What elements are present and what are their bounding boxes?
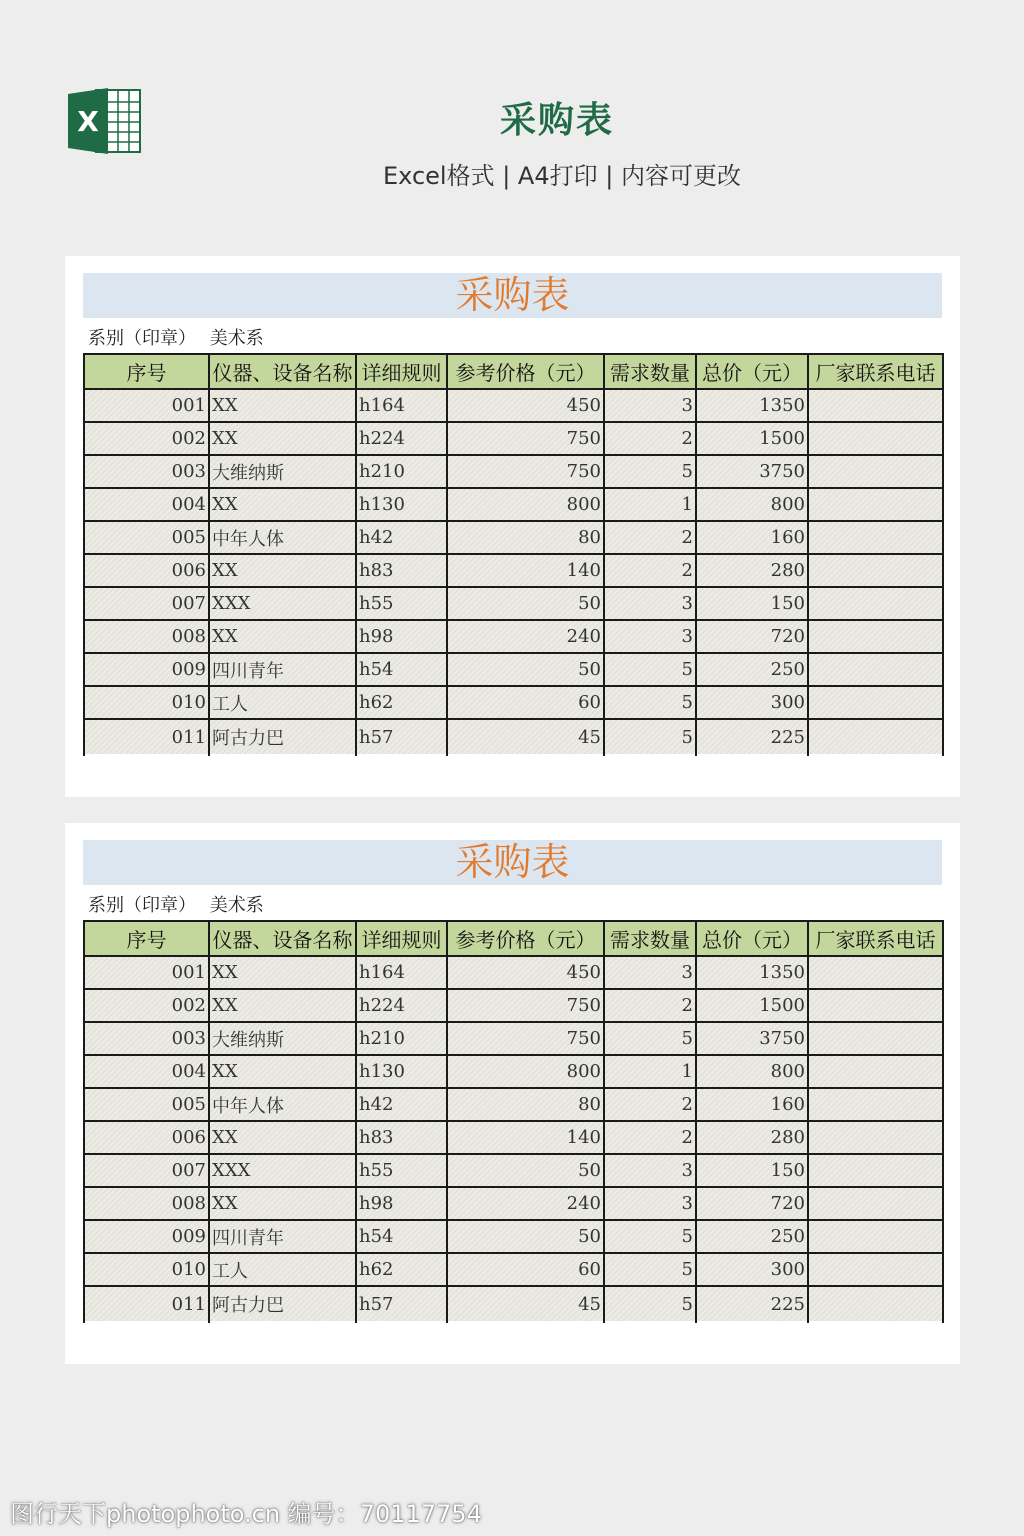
column-header-spec: 详细规则 [356, 354, 447, 389]
col-name-cell[interactable]: XXX [209, 587, 356, 620]
table-row [84, 389, 943, 422]
col-qty-cell[interactable]: 3 [604, 620, 696, 653]
col-ref-price-cell[interactable]: 80 [447, 1088, 604, 1121]
col-spec-cell[interactable]: h83 [356, 1121, 447, 1154]
header-row [84, 354, 943, 389]
col-seq-cell[interactable]: 009 [84, 653, 209, 686]
col-ref-price-cell[interactable]: 60 [447, 686, 604, 719]
col-total-cell[interactable]: 720 [696, 620, 808, 653]
col-total-cell[interactable]: 800 [696, 488, 808, 521]
col-spec-cell[interactable]: h164 [356, 956, 447, 989]
column-header-spec: 详细规则 [356, 921, 447, 956]
col-spec-cell[interactable]: h130 [356, 1055, 447, 1088]
col-ref-price-cell[interactable]: 750 [447, 455, 604, 488]
col-spec-cell[interactable]: h57 [356, 1286, 447, 1322]
col-name-cell[interactable]: 大维纳斯 [209, 1022, 356, 1055]
col-spec-cell[interactable]: h62 [356, 1253, 447, 1286]
col-seq-cell[interactable]: 003 [84, 455, 209, 488]
col-qty-cell[interactable]: 1 [604, 488, 696, 521]
col-ref-price-cell[interactable]: 50 [447, 587, 604, 620]
col-spec-cell[interactable]: h210 [356, 455, 447, 488]
col-phone-cell[interactable] [808, 956, 943, 989]
sheet-preview-1 [65, 256, 960, 797]
col-total-cell[interactable]: 1500 [696, 989, 808, 1022]
column-header-qty: 需求数量 [604, 354, 696, 389]
col-name-cell[interactable]: 四川青年 [209, 1220, 356, 1253]
col-spec-cell[interactable]: h42 [356, 1088, 447, 1121]
column-header-name: 仪器、设备名称 [209, 354, 356, 389]
col-spec-cell[interactable]: h42 [356, 521, 447, 554]
page-subtitle: Excel格式 | A4打印 | 内容可更改 [383, 162, 741, 190]
department-line [88, 891, 264, 917]
col-total-cell[interactable]: 1350 [696, 956, 808, 989]
col-name-cell[interactable]: 中年人体 [209, 1088, 356, 1121]
col-seq-cell[interactable]: 006 [84, 1121, 209, 1154]
table-row [84, 1055, 943, 1088]
col-seq-cell[interactable]: 003 [84, 1022, 209, 1055]
col-qty-cell[interactable]: 5 [604, 653, 696, 686]
table-row [84, 653, 943, 686]
col-spec-cell[interactable]: h54 [356, 653, 447, 686]
col-qty-cell[interactable]: 3 [604, 587, 696, 620]
col-seq-cell[interactable]: 001 [84, 389, 209, 422]
col-total-cell[interactable]: 150 [696, 587, 808, 620]
table-row [84, 956, 943, 989]
col-name-cell[interactable]: XX [209, 389, 356, 422]
col-phone-cell[interactable] [808, 389, 943, 422]
col-phone-cell[interactable] [808, 1088, 943, 1121]
col-name-cell[interactable]: XX [209, 554, 356, 587]
col-ref-price-cell[interactable]: 50 [447, 1154, 604, 1187]
col-spec-cell[interactable]: h130 [356, 488, 447, 521]
column-header-ref-price: 参考价格（元） [447, 921, 604, 956]
col-seq-cell[interactable]: 004 [84, 488, 209, 521]
col-qty-cell[interactable]: 5 [604, 1220, 696, 1253]
table-row [84, 620, 943, 653]
col-qty-cell[interactable]: 2 [604, 554, 696, 587]
col-total-cell[interactable]: 300 [696, 686, 808, 719]
purchase-table [83, 920, 944, 1323]
department-label: 系别（印章） [88, 895, 196, 916]
table-row [84, 1121, 943, 1154]
column-header-seq: 序号 [84, 921, 209, 956]
col-total-cell[interactable]: 300 [696, 1253, 808, 1286]
col-phone-cell[interactable] [808, 1220, 943, 1253]
col-spec-cell[interactable]: h57 [356, 719, 447, 755]
col-spec-cell[interactable]: h62 [356, 686, 447, 719]
table-row [84, 719, 943, 755]
col-ref-price-cell[interactable]: 800 [447, 1055, 604, 1088]
table-row [84, 422, 943, 455]
col-seq-cell[interactable]: 011 [84, 1286, 209, 1322]
col-seq-cell[interactable]: 008 [84, 620, 209, 653]
col-name-cell[interactable]: 阿古力巴 [209, 1286, 356, 1322]
purchase-table [83, 353, 944, 756]
col-total-cell[interactable]: 280 [696, 1121, 808, 1154]
col-total-cell[interactable]: 250 [696, 1220, 808, 1253]
column-header-qty: 需求数量 [604, 921, 696, 956]
col-total-cell[interactable]: 280 [696, 554, 808, 587]
col-name-cell[interactable]: 四川青年 [209, 653, 356, 686]
col-spec-cell[interactable]: h98 [356, 1187, 447, 1220]
col-spec-cell[interactable]: h224 [356, 989, 447, 1022]
col-spec-cell[interactable]: h210 [356, 1022, 447, 1055]
col-phone-cell[interactable] [808, 1121, 943, 1154]
col-ref-price-cell[interactable]: 450 [447, 956, 604, 989]
table-row [84, 587, 943, 620]
col-seq-cell[interactable]: 002 [84, 422, 209, 455]
col-phone-cell[interactable] [808, 1253, 943, 1286]
col-name-cell[interactable]: XX [209, 1121, 356, 1154]
col-seq-cell[interactable]: 004 [84, 1055, 209, 1088]
col-spec-cell[interactable]: h55 [356, 587, 447, 620]
col-seq-cell[interactable]: 009 [84, 1220, 209, 1253]
col-total-cell[interactable]: 720 [696, 1187, 808, 1220]
col-ref-price-cell[interactable]: 750 [447, 422, 604, 455]
col-total-cell[interactable]: 1350 [696, 389, 808, 422]
col-qty-cell[interactable]: 2 [604, 1088, 696, 1121]
table-row [84, 989, 943, 1022]
col-qty-cell[interactable]: 3 [604, 956, 696, 989]
col-seq-cell[interactable]: 010 [84, 1253, 209, 1286]
col-qty-cell[interactable]: 3 [604, 1187, 696, 1220]
table-row [84, 488, 943, 521]
column-header-phone: 厂家联系电话 [808, 354, 943, 389]
department-line [88, 324, 264, 350]
col-name-cell[interactable]: XX [209, 422, 356, 455]
col-name-cell[interactable]: 工人 [209, 1253, 356, 1286]
col-name-cell[interactable]: XX [209, 956, 356, 989]
col-seq-cell[interactable]: 008 [84, 1187, 209, 1220]
col-name-cell[interactable]: 工人 [209, 686, 356, 719]
col-spec-cell[interactable]: h164 [356, 389, 447, 422]
col-qty-cell[interactable]: 2 [604, 989, 696, 1022]
column-header-name: 仪器、设备名称 [209, 921, 356, 956]
col-ref-price-cell[interactable]: 45 [447, 719, 604, 755]
col-seq-cell[interactable]: 001 [84, 956, 209, 989]
col-spec-cell[interactable]: h224 [356, 422, 447, 455]
table-row [84, 521, 943, 554]
col-total-cell[interactable]: 160 [696, 1088, 808, 1121]
col-qty-cell[interactable]: 5 [604, 1253, 696, 1286]
col-ref-price-cell[interactable]: 750 [447, 989, 604, 1022]
col-phone-cell[interactable] [808, 1055, 943, 1088]
col-ref-price-cell[interactable]: 50 [447, 653, 604, 686]
column-header-total: 总价（元） [696, 354, 808, 389]
col-ref-price-cell[interactable]: 240 [447, 620, 604, 653]
column-header-total: 总价（元） [696, 921, 808, 956]
col-ref-price-cell[interactable]: 45 [447, 1286, 604, 1322]
col-qty-cell[interactable]: 5 [604, 686, 696, 719]
col-phone-cell[interactable] [808, 554, 943, 587]
table-row [84, 1187, 943, 1220]
col-total-cell[interactable]: 3750 [696, 455, 808, 488]
col-phone-cell[interactable] [808, 989, 943, 1022]
col-qty-cell[interactable]: 2 [604, 1121, 696, 1154]
col-name-cell[interactable]: XX [209, 1187, 356, 1220]
col-name-cell[interactable]: 大维纳斯 [209, 455, 356, 488]
col-ref-price-cell[interactable]: 140 [447, 1121, 604, 1154]
col-qty-cell[interactable]: 5 [604, 1022, 696, 1055]
col-qty-cell[interactable]: 5 [604, 455, 696, 488]
column-header-phone: 厂家联系电话 [808, 921, 943, 956]
col-ref-price-cell[interactable]: 140 [447, 554, 604, 587]
excel-logo-letter: X [77, 105, 99, 138]
col-total-cell[interactable]: 800 [696, 1055, 808, 1088]
col-seq-cell[interactable]: 007 [84, 1154, 209, 1187]
col-phone-cell[interactable] [808, 488, 943, 521]
col-qty-cell[interactable]: 2 [604, 422, 696, 455]
col-phone-cell[interactable] [808, 455, 943, 488]
table-row [84, 1220, 943, 1253]
col-total-cell[interactable]: 160 [696, 521, 808, 554]
col-total-cell[interactable]: 225 [696, 719, 808, 755]
col-name-cell[interactable]: XX [209, 488, 356, 521]
col-seq-cell[interactable]: 006 [84, 554, 209, 587]
col-seq-cell[interactable]: 007 [84, 587, 209, 620]
col-ref-price-cell[interactable]: 50 [447, 1220, 604, 1253]
col-spec-cell[interactable]: h83 [356, 554, 447, 587]
col-name-cell[interactable]: 阿古力巴 [209, 719, 356, 755]
sheet-title: 采购表 [83, 840, 942, 885]
watermark: 图行天下photophoto.cn 编号：70117754 [10, 1500, 482, 1528]
col-qty-cell[interactable]: 1 [604, 1055, 696, 1088]
col-seq-cell[interactable]: 005 [84, 1088, 209, 1121]
col-total-cell[interactable]: 1500 [696, 422, 808, 455]
col-phone-cell[interactable] [808, 1154, 943, 1187]
col-total-cell[interactable]: 3750 [696, 1022, 808, 1055]
department-value: 美术系 [209, 328, 264, 349]
col-seq-cell[interactable]: 011 [84, 719, 209, 755]
department-label: 系别（印章） [88, 328, 196, 349]
col-total-cell[interactable]: 225 [696, 1286, 808, 1322]
col-qty-cell[interactable]: 3 [604, 1154, 696, 1187]
col-name-cell[interactable]: XX [209, 1055, 356, 1088]
col-ref-price-cell[interactable]: 240 [447, 1187, 604, 1220]
header-row [84, 921, 943, 956]
col-phone-cell[interactable] [808, 719, 943, 755]
col-phone-cell[interactable] [808, 620, 943, 653]
sheet-title: 采购表 [83, 273, 942, 318]
col-total-cell[interactable]: 250 [696, 653, 808, 686]
col-phone-cell[interactable] [808, 1286, 943, 1322]
col-qty-cell[interactable]: 2 [604, 521, 696, 554]
table-row [84, 455, 943, 488]
col-name-cell[interactable]: XX [209, 620, 356, 653]
col-spec-cell[interactable]: h54 [356, 1220, 447, 1253]
col-qty-cell[interactable]: 3 [604, 389, 696, 422]
table-row [84, 1253, 943, 1286]
col-spec-cell[interactable]: h55 [356, 1154, 447, 1187]
col-phone-cell[interactable] [808, 587, 943, 620]
column-header-seq: 序号 [84, 354, 209, 389]
col-seq-cell[interactable]: 002 [84, 989, 209, 1022]
col-qty-cell[interactable]: 5 [604, 1286, 696, 1322]
column-header-ref-price: 参考价格（元） [447, 354, 604, 389]
department-value: 美术系 [209, 895, 264, 916]
col-qty-cell[interactable]: 5 [604, 719, 696, 755]
page-title: 采购表 [499, 100, 614, 141]
col-ref-price-cell[interactable]: 60 [447, 1253, 604, 1286]
table-row [84, 1088, 943, 1121]
col-phone-cell[interactable] [808, 1187, 943, 1220]
table-row [84, 1154, 943, 1187]
col-seq-cell[interactable]: 005 [84, 521, 209, 554]
sheet-preview-2 [65, 823, 960, 1364]
col-ref-price-cell[interactable]: 80 [447, 521, 604, 554]
col-phone-cell[interactable] [808, 1022, 943, 1055]
col-phone-cell[interactable] [808, 686, 943, 719]
table-row [84, 686, 943, 719]
col-phone-cell[interactable] [808, 653, 943, 686]
col-seq-cell[interactable]: 010 [84, 686, 209, 719]
table-row [84, 1286, 943, 1322]
col-total-cell[interactable]: 150 [696, 1154, 808, 1187]
col-name-cell[interactable]: XXX [209, 1154, 356, 1187]
col-phone-cell[interactable] [808, 521, 943, 554]
col-ref-price-cell[interactable]: 800 [447, 488, 604, 521]
col-phone-cell[interactable] [808, 422, 943, 455]
col-ref-price-cell[interactable]: 450 [447, 389, 604, 422]
table-row [84, 1022, 943, 1055]
col-spec-cell[interactable]: h98 [356, 620, 447, 653]
col-ref-price-cell[interactable]: 750 [447, 1022, 604, 1055]
col-name-cell[interactable]: 中年人体 [209, 521, 356, 554]
col-name-cell[interactable]: XX [209, 989, 356, 1022]
table-row [84, 554, 943, 587]
